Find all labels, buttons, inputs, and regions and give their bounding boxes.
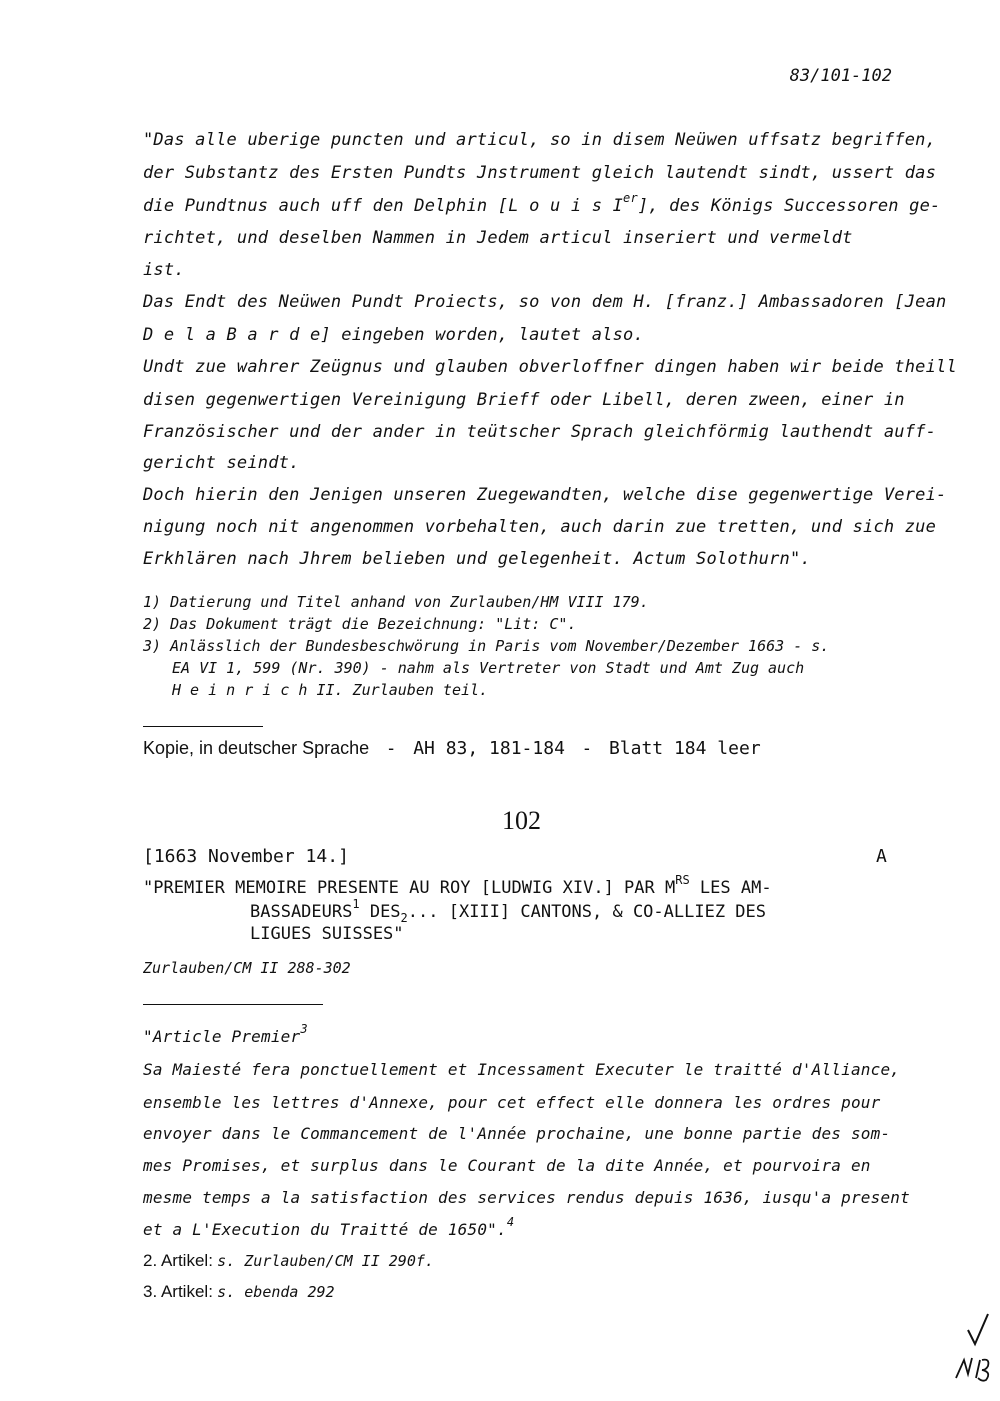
footnote: 2) Das Dokument trägt die Bezeichnung: "Lit: C". (143, 615, 577, 633)
text-line: gericht seindt. (143, 453, 300, 473)
text-line: Undt zue wahrer Zeügnus und glauben obverloffner dingen haben wir beide theill (143, 357, 957, 377)
divider (143, 1004, 323, 1005)
entry-number: 102 (502, 806, 541, 835)
entry-title-line: LIGUES SUISSES" (250, 924, 404, 944)
entry-source: Zurlauben/CM II 288-302 (143, 959, 351, 977)
article-source: s. Zurlauben/CM II 290f. (217, 1252, 434, 1270)
entry-letter: A (876, 846, 887, 867)
footnote: 1) Datierung und Titel anhand von Zurlauben/HM VIII 179. (143, 593, 649, 611)
source-dash: - (583, 738, 590, 758)
article-ref (143, 1251, 434, 1271)
text-line: ensemble les lettres d'Annexe, pour cet effect elle donnera les ordres pour (143, 1093, 881, 1112)
entry-date: [1663 November 14.] (143, 846, 349, 867)
footnote: EA VI 1, 599 (Nr. 390) - nahm als Vertreter von Stadt und Amt Zug auch (172, 659, 805, 677)
text-line: mes Promises, et surplus dans le Courant de la dite Année, et pourvoira en (143, 1156, 871, 1175)
text-line: D e l a B a r d e] eingeben worden, lautet also. (143, 325, 644, 345)
text-line: et a L'Execution du Traitté de 1650".$^4$ (143, 1215, 515, 1239)
text-line: "Das alle uberige puncten und articul, so in disem Neüwen uffsatz begriffen, (143, 130, 937, 150)
entry-title-line: "PREMIER MEMOIRE PRESENTE AU ROY [LUDWIG XIV.] PAR $M^{RS}$ LES AM- (143, 873, 772, 898)
text-line: richtet, und deselben Nammen in Jedem articul inseriert und vermeldt (143, 228, 853, 248)
source-language: Kopie, in deutscher Sprache (143, 738, 370, 758)
article-label: 3. Artikel: (143, 1282, 213, 1301)
text-line: mesme temps a la satisfaction des services rendus depuis 1636, iusqu'a present (143, 1188, 910, 1207)
divider (143, 726, 263, 727)
source-ref: AH 83, 181-184 (413, 738, 565, 759)
text-line: disen gegenwertigen Vereinigung Brieff oder Libell, deren zween, einer in (143, 390, 905, 410)
text-line: ist. (143, 260, 185, 280)
text-line: nigung noch nit angenommen vorbehalten, auch darin zue tretten, und sich zue (143, 517, 937, 537)
text-line: der Substantz des Ersten Pundts Jnstrument gleich lautendt sindt, ussert das (143, 163, 937, 183)
article-label: 2. Artikel: (143, 1251, 213, 1270)
text-line: Sa Maiesté fera ponctuellement et Incessament Executer le traitté d'Alliance, (143, 1060, 901, 1079)
article-ref (143, 1282, 335, 1302)
entry-title-line: BASSADEURS$^1$ $DES_2$... [XIII] CANTONS, & CO-ALLIEZ DES (250, 897, 767, 925)
text-line: Doch hierin den Jenigen unseren Zuegewandten, welche dise gegenwertige Verei- (143, 485, 947, 505)
article-source: s. ebenda 292 (217, 1283, 335, 1301)
text-line: Erkhlären nach Jhrem belieben und gelegenheit. Actum Solothurn". (143, 549, 811, 569)
footnote: 3) Anlässlich der Bundesbeschwörung in Paris vom November/Dezember 1663 - s. (143, 637, 830, 655)
text-line: die Pundtnus auch uff den Delphin [L o u i s Ier], des Königs Successoren ge- (143, 191, 941, 216)
text-line: Das Endt des Neüwen Pundt Proiects, so von dem H. [franz.] Ambassadoren [Jean (143, 292, 947, 312)
section2-heading: "Article Premier$^3$ (143, 1022, 308, 1046)
footnote: H e i n r i c h II. Zurlauben teil. (172, 681, 489, 699)
source-dash: - (388, 738, 395, 758)
handwritten-mark-icon (948, 1308, 994, 1388)
page-number: 83/101-102 (789, 66, 892, 86)
source-line (143, 738, 761, 759)
text-line: envoyer dans le Commancement de l'Année prochaine, une bonne partie des som- (143, 1124, 891, 1143)
source-blatt: Blatt 184 leer (608, 738, 761, 759)
text-line: Französischer und der ander in teütscher Sprach gleichförmig lauthendt auff- (143, 422, 937, 442)
